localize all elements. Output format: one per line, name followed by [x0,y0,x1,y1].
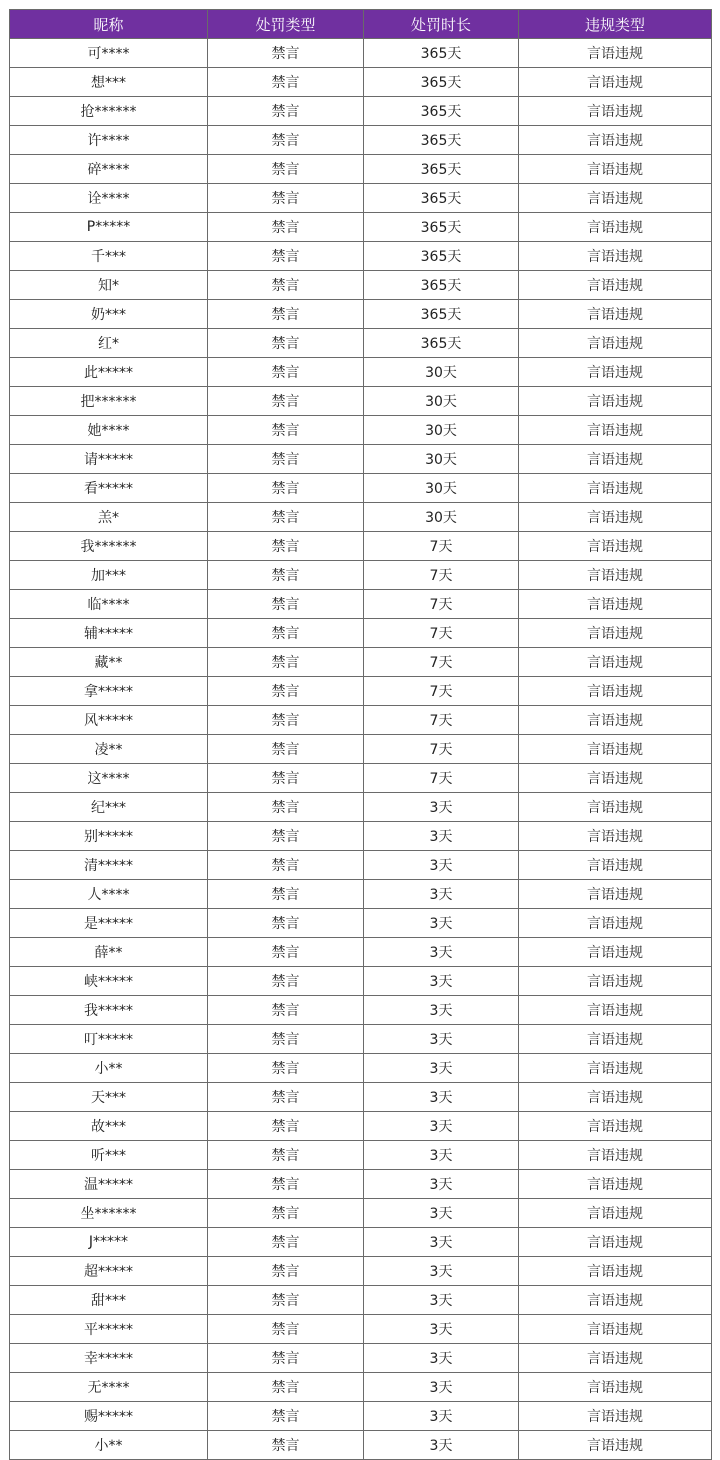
violation-type-cell: 言语违规 [519,242,712,271]
table-row [10,126,712,155]
nickname-cell: 风***** [10,706,208,735]
penalty-type-cell: 禁言 [208,677,364,706]
penalty-duration-cell: 3天 [364,1054,519,1083]
table-row [10,1431,712,1460]
penalty-duration-cell: 3天 [364,1315,519,1344]
nickname-cell: 知* [10,271,208,300]
nickname-cell: 听*** [10,1141,208,1170]
nickname-cell: 她**** [10,416,208,445]
violation-type-cell: 言语违规 [519,1199,712,1228]
nickname-cell: 碎**** [10,155,208,184]
penalty-duration-cell: 7天 [364,677,519,706]
table-row [10,677,712,706]
nickname-cell: 临**** [10,590,208,619]
violation-type-cell: 言语违规 [519,793,712,822]
penalty-duration-cell: 3天 [364,1402,519,1431]
penalty-type-cell: 禁言 [208,68,364,97]
penalty-type-cell: 禁言 [208,1228,364,1257]
nickname-cell: 平***** [10,1315,208,1344]
violation-type-cell: 言语违规 [519,184,712,213]
penalty-duration-cell: 3天 [364,793,519,822]
penalty-type-cell: 禁言 [208,1257,364,1286]
penalty-duration-cell: 30天 [364,416,519,445]
violation-type-cell: 言语违规 [519,909,712,938]
penalty-type-cell: 禁言 [208,1344,364,1373]
violation-type-cell: 言语违规 [519,1431,712,1460]
violation-type-cell: 言语违规 [519,445,712,474]
violation-type-cell: 言语违规 [519,851,712,880]
violation-type-cell: 言语违规 [519,416,712,445]
penalty-type-cell: 禁言 [208,996,364,1025]
nickname-cell: 看***** [10,474,208,503]
violation-type-cell: 言语违规 [519,1257,712,1286]
nickname-cell: 别***** [10,822,208,851]
violation-type-cell: 言语违规 [519,503,712,532]
penalty-type-cell: 禁言 [208,1315,364,1344]
penalty-duration-cell: 7天 [364,532,519,561]
nickname-cell: 凌** [10,735,208,764]
penalty-type-cell: 禁言 [208,793,364,822]
nickname-cell: 纪*** [10,793,208,822]
table-row [10,445,712,474]
table-row [10,1199,712,1228]
header-penalty-duration: 处罚时长 [364,10,519,39]
penalty-duration-cell: 365天 [364,184,519,213]
nickname-cell: 是***** [10,909,208,938]
table-row [10,1054,712,1083]
violation-type-cell: 言语违规 [519,271,712,300]
nickname-cell: 拿***** [10,677,208,706]
penalty-type-cell: 禁言 [208,909,364,938]
nickname-cell: 人**** [10,880,208,909]
penalty-duration-cell: 3天 [364,822,519,851]
penalty-duration-cell: 365天 [364,126,519,155]
table-row [10,706,712,735]
penalty-duration-cell: 3天 [364,851,519,880]
nickname-cell: 羔* [10,503,208,532]
table-row [10,97,712,126]
violation-type-cell: 言语违规 [519,1083,712,1112]
penalty-duration-cell: 3天 [364,1373,519,1402]
penalty-type-cell: 禁言 [208,213,364,242]
violation-type-cell: 言语违规 [519,1315,712,1344]
nickname-cell: 想*** [10,68,208,97]
violation-type-cell: 言语违规 [519,1228,712,1257]
table-row [10,764,712,793]
penalty-duration-cell: 365天 [364,271,519,300]
table-row [10,184,712,213]
penalty-type-cell: 禁言 [208,1141,364,1170]
violation-type-cell: 言语违规 [519,126,712,155]
penalty-duration-cell: 3天 [364,1025,519,1054]
penalty-duration-cell: 7天 [364,561,519,590]
penalty-duration-cell: 3天 [364,909,519,938]
violation-type-cell: 言语违规 [519,764,712,793]
nickname-cell: J***** [10,1228,208,1257]
penalty-type-cell: 禁言 [208,242,364,271]
penalty-duration-cell: 3天 [364,1228,519,1257]
violation-type-cell: 言语违规 [519,735,712,764]
penalty-type-cell: 禁言 [208,735,364,764]
penalty-duration-cell: 3天 [364,1199,519,1228]
nickname-cell: 小** [10,1431,208,1460]
table-row [10,1286,712,1315]
penalty-duration-cell: 7天 [364,735,519,764]
penalty-type-cell: 禁言 [208,1054,364,1083]
table-row [10,1228,712,1257]
table-row [10,938,712,967]
violation-type-cell: 言语违规 [519,329,712,358]
table-row [10,474,712,503]
nickname-cell: 天*** [10,1083,208,1112]
penalty-duration-cell: 7天 [364,590,519,619]
penalty-duration-cell: 3天 [364,938,519,967]
table-row [10,213,712,242]
nickname-cell: 无**** [10,1373,208,1402]
violation-type-cell: 言语违规 [519,39,712,68]
nickname-cell: 峡***** [10,967,208,996]
violation-type-cell: 言语违规 [519,1025,712,1054]
nickname-cell: 幸***** [10,1344,208,1373]
violation-type-cell: 言语违规 [519,619,712,648]
violation-type-cell: 言语违规 [519,532,712,561]
penalty-duration-cell: 365天 [364,39,519,68]
penalty-duration-cell: 365天 [364,242,519,271]
penalty-duration-cell: 365天 [364,155,519,184]
table-row [10,880,712,909]
nickname-cell: 可**** [10,39,208,68]
penalty-type-cell: 禁言 [208,39,364,68]
violation-type-cell: 言语违规 [519,1170,712,1199]
violation-type-cell: 言语违规 [519,677,712,706]
violation-type-cell: 言语违规 [519,996,712,1025]
violation-type-cell: 言语违规 [519,1402,712,1431]
penalty-type-cell: 禁言 [208,503,364,532]
penalty-type-cell: 禁言 [208,938,364,967]
table-row [10,39,712,68]
penalty-type-cell: 禁言 [208,1199,364,1228]
table-row [10,619,712,648]
penalty-type-cell: 禁言 [208,706,364,735]
penalty-type-cell: 禁言 [208,416,364,445]
violation-type-cell: 言语违规 [519,155,712,184]
nickname-cell: 甜*** [10,1286,208,1315]
table-body [10,39,712,1460]
violation-type-cell: 言语违规 [519,967,712,996]
penalty-type-cell: 禁言 [208,126,364,155]
penalty-duration-cell: 3天 [364,1083,519,1112]
nickname-cell: 把****** [10,387,208,416]
penalty-type-cell: 禁言 [208,97,364,126]
violation-type-cell: 言语违规 [519,1141,712,1170]
penalty-type-cell: 禁言 [208,474,364,503]
table-row [10,532,712,561]
violation-type-cell: 言语违规 [519,561,712,590]
violation-type-cell: 言语违规 [519,648,712,677]
table-row [10,590,712,619]
penalty-duration-cell: 30天 [364,474,519,503]
penalty-duration-cell: 30天 [364,358,519,387]
nickname-cell: 藏** [10,648,208,677]
table-row [10,300,712,329]
penalty-type-cell: 禁言 [208,532,364,561]
table-row [10,1315,712,1344]
nickname-cell: 超***** [10,1257,208,1286]
penalty-duration-cell: 365天 [364,97,519,126]
table-row [10,648,712,677]
violation-type-cell: 言语违规 [519,706,712,735]
nickname-cell: 此***** [10,358,208,387]
penalty-duration-cell: 365天 [364,329,519,358]
penalty-duration-cell: 3天 [364,1344,519,1373]
nickname-cell: 奶*** [10,300,208,329]
header-violation-type: 违规类型 [519,10,712,39]
penalty-type-cell: 禁言 [208,851,364,880]
header-penalty-type: 处罚类型 [208,10,364,39]
nickname-cell: 诠**** [10,184,208,213]
nickname-cell: 许**** [10,126,208,155]
table-row [10,358,712,387]
table-row [10,271,712,300]
penalty-table [9,9,712,1460]
penalty-type-cell: 禁言 [208,1112,364,1141]
penalty-type-cell: 禁言 [208,387,364,416]
nickname-cell: 温***** [10,1170,208,1199]
penalty-duration-cell: 7天 [364,706,519,735]
table-row [10,416,712,445]
table-row [10,561,712,590]
nickname-cell: 小** [10,1054,208,1083]
penalty-duration-cell: 3天 [364,1170,519,1199]
penalty-type-cell: 禁言 [208,329,364,358]
penalty-type-cell: 禁言 [208,1286,364,1315]
nickname-cell: 我***** [10,996,208,1025]
penalty-duration-cell: 7天 [364,648,519,677]
violation-type-cell: 言语违规 [519,358,712,387]
table-row [10,242,712,271]
penalty-type-cell: 禁言 [208,1083,364,1112]
violation-type-cell: 言语违规 [519,97,712,126]
table-row [10,735,712,764]
nickname-cell: 加*** [10,561,208,590]
penalty-type-cell: 禁言 [208,561,364,590]
table-row [10,793,712,822]
violation-type-cell: 言语违规 [519,590,712,619]
penalty-type-cell: 禁言 [208,184,364,213]
violation-type-cell: 言语违规 [519,300,712,329]
table-row [10,68,712,97]
penalty-type-cell: 禁言 [208,648,364,677]
penalty-type-cell: 禁言 [208,967,364,996]
penalty-duration-cell: 3天 [364,1257,519,1286]
nickname-cell: 辅***** [10,619,208,648]
table-row [10,1402,712,1431]
penalty-duration-cell: 7天 [364,764,519,793]
violation-type-cell: 言语违规 [519,1344,712,1373]
header-nickname: 昵称 [10,10,208,39]
nickname-cell: 抢****** [10,97,208,126]
table-row [10,155,712,184]
table-row [10,503,712,532]
violation-type-cell: 言语违规 [519,1373,712,1402]
nickname-cell: 清***** [10,851,208,880]
table-row [10,909,712,938]
penalty-duration-cell: 30天 [364,503,519,532]
violation-type-cell: 言语违规 [519,387,712,416]
nickname-cell: P***** [10,213,208,242]
penalty-type-cell: 禁言 [208,1025,364,1054]
table-row [10,329,712,358]
table-row [10,822,712,851]
violation-type-cell: 言语违规 [519,213,712,242]
table-row [10,1257,712,1286]
penalty-type-cell: 禁言 [208,880,364,909]
table-row [10,1141,712,1170]
nickname-cell: 我****** [10,532,208,561]
penalty-type-cell: 禁言 [208,1373,364,1402]
penalty-duration-cell: 30天 [364,445,519,474]
penalty-duration-cell: 3天 [364,880,519,909]
penalty-duration-cell: 7天 [364,619,519,648]
penalty-duration-cell: 3天 [364,1431,519,1460]
penalty-duration-cell: 365天 [364,68,519,97]
penalty-type-cell: 禁言 [208,822,364,851]
table-row [10,1112,712,1141]
penalty-duration-cell: 3天 [364,1112,519,1141]
penalty-type-cell: 禁言 [208,764,364,793]
nickname-cell: 叮***** [10,1025,208,1054]
penalty-duration-cell: 3天 [364,1141,519,1170]
penalty-duration-cell: 365天 [364,213,519,242]
penalty-duration-cell: 3天 [364,1286,519,1315]
violation-type-cell: 言语违规 [519,822,712,851]
violation-type-cell: 言语违规 [519,474,712,503]
penalty-type-cell: 禁言 [208,271,364,300]
table-row [10,1025,712,1054]
table-row [10,1344,712,1373]
table-row [10,387,712,416]
penalty-type-cell: 禁言 [208,1402,364,1431]
penalty-type-cell: 禁言 [208,358,364,387]
nickname-cell: 红* [10,329,208,358]
violation-type-cell: 言语违规 [519,938,712,967]
violation-type-cell: 言语违规 [519,1286,712,1315]
table-row [10,996,712,1025]
nickname-cell: 赐***** [10,1402,208,1431]
table-row [10,967,712,996]
penalty-type-cell: 禁言 [208,619,364,648]
penalty-type-cell: 禁言 [208,1431,364,1460]
header-row [10,10,712,39]
penalty-type-cell: 禁言 [208,155,364,184]
nickname-cell: 千*** [10,242,208,271]
penalty-type-cell: 禁言 [208,1170,364,1199]
nickname-cell: 这**** [10,764,208,793]
table-row [10,1170,712,1199]
penalty-duration-cell: 3天 [364,996,519,1025]
nickname-cell: 坐****** [10,1199,208,1228]
violation-type-cell: 言语违规 [519,1112,712,1141]
penalty-duration-cell: 365天 [364,300,519,329]
nickname-cell: 薛** [10,938,208,967]
violation-type-cell: 言语违规 [519,880,712,909]
table-row [10,1083,712,1112]
nickname-cell: 请***** [10,445,208,474]
penalty-type-cell: 禁言 [208,300,364,329]
penalty-type-cell: 禁言 [208,590,364,619]
table-row [10,851,712,880]
nickname-cell: 故*** [10,1112,208,1141]
penalty-duration-cell: 3天 [364,967,519,996]
violation-type-cell: 言语违规 [519,1054,712,1083]
penalty-type-cell: 禁言 [208,445,364,474]
penalty-duration-cell: 30天 [364,387,519,416]
table-row [10,1373,712,1402]
violation-type-cell: 言语违规 [519,68,712,97]
